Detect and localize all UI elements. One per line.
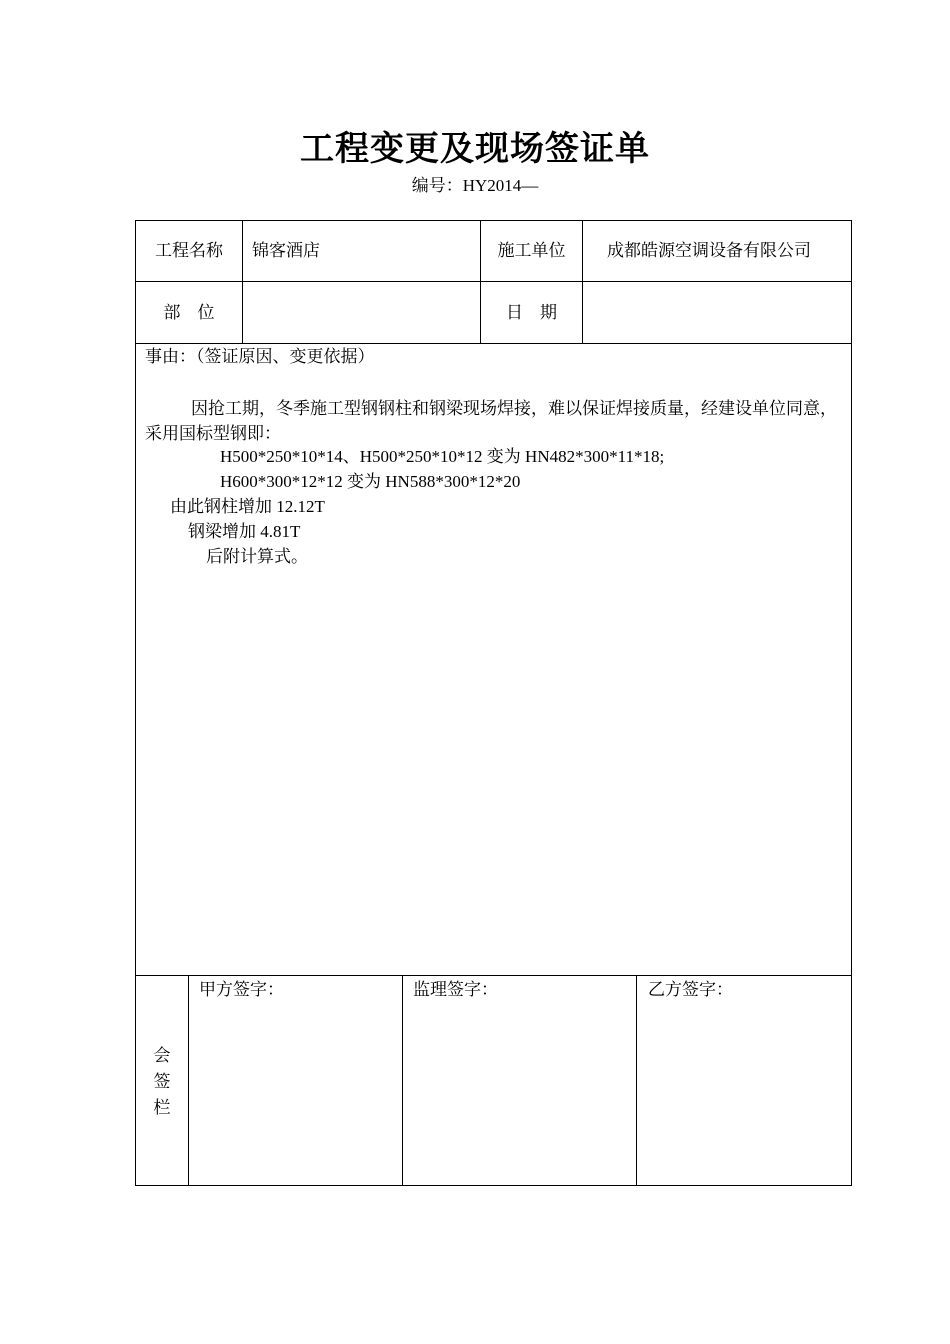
- column-divider: [480, 220, 481, 344]
- document-number-label: 编号：: [411, 176, 463, 195]
- reason-paragraph: [145, 396, 847, 446]
- contractor-label: 施工单位: [497, 241, 566, 260]
- reason-paragraph-text: 因抢工期，冬季施工型钢钢柱和钢梁现场焊接，难以保证焊接质量，经建设单位同意，采用国标型钢即：: [145, 399, 837, 443]
- date-label: 日 期: [506, 303, 557, 322]
- party-a-signature-label: 甲方签字：: [199, 980, 284, 999]
- signature-section-char: 会: [153, 1046, 171, 1065]
- signature-section-label: [136, 1043, 188, 1121]
- reason-label: 事由：（签证原因、变更依据）: [145, 347, 375, 366]
- reason-line: 由此钢柱增加 12.12T: [170, 497, 325, 516]
- supervisor-signature-label: 监理签字：: [413, 980, 498, 999]
- document-number: [0, 175, 950, 197]
- column-divider: [402, 975, 403, 1186]
- project-name-value: 锦客酒店: [252, 241, 320, 260]
- signature-section-char: 签: [153, 1072, 171, 1091]
- location-label: 部 位: [163, 303, 215, 322]
- column-divider: [582, 220, 583, 344]
- column-divider: [636, 975, 637, 1186]
- reason-line: 后附计算式。: [206, 547, 308, 566]
- contractor-value: 成都皓源空调设备有限公司: [607, 241, 811, 260]
- party-b-signature-label: 乙方签字：: [648, 980, 733, 999]
- column-divider: [188, 975, 189, 1186]
- reason-line: 钢梁增加 4.81T: [188, 522, 301, 541]
- reason-line: H500*250*10*14、H500*250*10*12 变为 HN482*300*11*18;: [220, 447, 665, 466]
- column-divider: [242, 220, 243, 344]
- row-divider: [135, 975, 852, 976]
- signature-section-char: 栏: [153, 1098, 171, 1117]
- document-title: 工程变更及现场签证单: [300, 131, 650, 168]
- document-number-value: HY2014—: [462, 176, 539, 195]
- reason-line: H600*300*12*12 变为 HN588*300*12*20: [220, 472, 521, 491]
- project-name-label: 工程名称: [155, 241, 223, 260]
